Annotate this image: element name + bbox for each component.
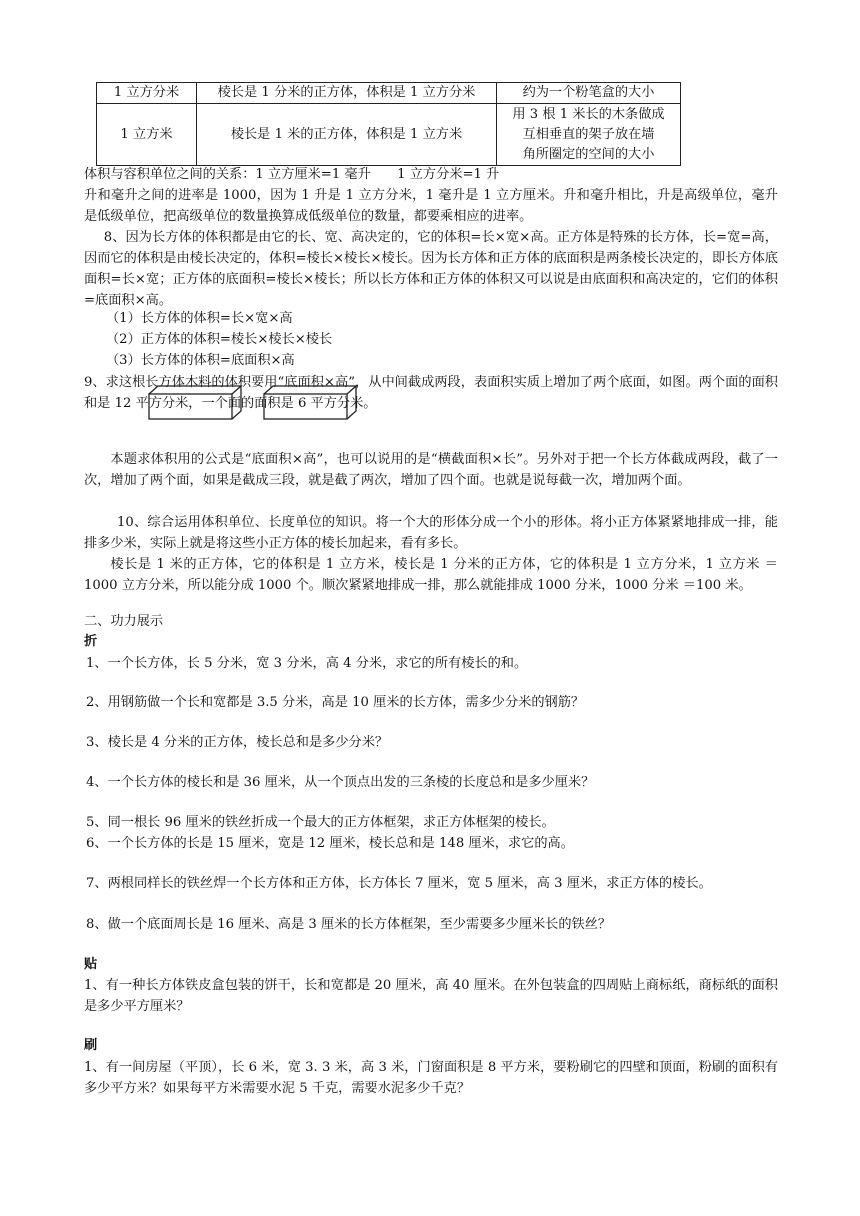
table-cell-line: 用 3 根 1 米长的木条做成 <box>512 106 665 122</box>
table-cell-line: 角所圈定的空间的大小 <box>522 146 655 162</box>
cuboid-right <box>264 386 356 419</box>
paragraph-10-continued: 棱长是 1 米的正方体，它的体积是 1 立方米，棱长是 1 分米的正方体，它的体积是 1 立方分米，1 立方米 ＝1000 立方分米，所以能分成 1000 个。顺次紧紧地排成一排，那么就能排成 1000 分米，1000 分米 ＝100 米。 <box>84 557 778 593</box>
formula-2: （2）正方体的体积=棱长×棱长×棱长 <box>106 332 333 347</box>
table-cell <box>497 104 681 166</box>
heading-tie: 贴 <box>84 957 98 972</box>
zhe-question-2: 2、用钢筋做一个长和宽都是 3.5 分米，高是 10 厘米的长方体，需多少分米的钢筋？ <box>86 695 585 710</box>
table-cell: 棱长是 1 米的正方体，体积是 1 立方米 <box>197 104 497 166</box>
table-cell: 棱长是 1 分米的正方体，体积是 1 立方分米 <box>197 83 497 104</box>
section-title: 二、功力展示 <box>84 614 164 629</box>
cuboid-left <box>149 386 241 419</box>
table-row <box>97 104 681 166</box>
zhe-question-8: 8、做一个底面周长是 16 厘米、高是 3 厘米的长方体框架，至少需要多少厘米长的铁丝？ <box>86 917 612 932</box>
shua-question-1: 1、有一间房屋（平顶），长 6 米，宽 3. 3 米，高 3 米，门窗面积是 8 平方米，要粉刷它的四壁和顶面，粉刷的面积有多少平方米？如果每平方米需要水泥 5 千克，需要水泥多少千克？ <box>84 1060 778 1096</box>
formula-3: （3）长方体的体积=底面积×高 <box>106 353 295 368</box>
zhe-question-5: 5、同一根长 96 厘米的铁丝折成一个最大的正方体框架，求正方体框架的棱长。 <box>86 815 555 830</box>
formula-1: （1）长方体的体积=长×宽×高 <box>106 311 293 326</box>
zhe-question-7: 7、两根同样长的铁丝焊一个长方体和正方体，长方体长 7 厘米，宽 5 厘米，高 3 厘米，求正方体的棱长。 <box>86 876 712 891</box>
zhe-question-3: 3、棱长是 4 分米的正方体，棱长总和是多少分米？ <box>86 735 389 750</box>
table-cell-line: 互相垂直的架子放在墙 <box>522 126 655 142</box>
cut-cuboids-figure <box>148 385 360 421</box>
zhe-question-4: 4、一个长方体的棱长和是 36 厘米，从一个顶点出发的三条棱的长度总和是多少厘米？ <box>86 775 595 790</box>
paragraph-9: 9、求这根长方体木料的体积要用“底面积×高”，从中间截成两段，表面积实质上增加了两个底面，如图。两个面的面积和是 12 平方分米，一个面的面积是 6 平方分米。 <box>84 375 778 411</box>
paragraph-8: 8、因为长方体的体积都是由它的长、宽、高决定的，它的体积=长×宽×高。正方体是特殊的长方体，长=宽=高，因而它的体积是由棱长决定的，体积=棱长×棱长×棱长。因为长方体和正方体的底面积是两条棱长决定的，即长方体底面积=长×宽；正方体的底面积=棱长×棱长；所以长方体和正方体的体积又可以说是由底面积和高决定的，它们的体积=底面积×高。 <box>84 230 778 308</box>
cut-explanation-paragraph: 本题求体积用的公式是“底面积×高”，也可以说用的是“横截面积×长”。另外对于把一个长方体截成两段，截了一次，增加了两个面，如果是截成三段，就是截了两次，增加了四个面。也就是说每截一次，增加两个面。 <box>84 452 778 488</box>
paragraph-10: 10、综合运用体积单位、长度单位的知识。将一个大的形体分成一个小的形体。将小正方体紧紧地排成一排，能排多少米，实际上就是将这些小正方体的棱长加起来，看有多长。 <box>84 515 778 551</box>
tie-question-1: 1、有一种长方体铁皮盒包装的饼干，长和宽都是 20 厘米，高 40 厘米。在外包装盒的四周贴上商标纸，商标纸的面积是多少平方厘米？ <box>84 978 778 1014</box>
zhe-question-6: 6、一个长方体的长是 15 厘米，宽是 12 厘米，棱长总和是 148 厘米，求它的高。 <box>86 836 574 851</box>
table-cell: 1 立方米 <box>97 104 197 166</box>
table-row <box>97 83 681 104</box>
table-cell: 约为一个粉笔盒的大小 <box>497 83 681 104</box>
volume-units-table <box>96 82 681 166</box>
heading-shua: 刷 <box>84 1038 98 1053</box>
volume-capacity-relation: 体积与容积单位之间的关系：1 立方厘米=1 毫升 1 立方分米=1 升 <box>84 167 500 182</box>
table-cell: 1 立方分米 <box>97 83 197 104</box>
heading-zhe: 折 <box>84 634 98 649</box>
liter-milliliter-paragraph: 升和毫升之间的进率是 1000，因为 1 升是 1 立方分米，1 毫升是 1 立方厘米。升和毫升相比，升是高级单位，毫升是低级单位，把高级单位的数量换算成低级单位的数量，都要乘相应的进率。 <box>84 188 778 224</box>
zhe-question-1: 1、一个长方体，长 5 分米，宽 3 分米，高 4 分米，求它的所有棱长的和。 <box>86 656 528 671</box>
